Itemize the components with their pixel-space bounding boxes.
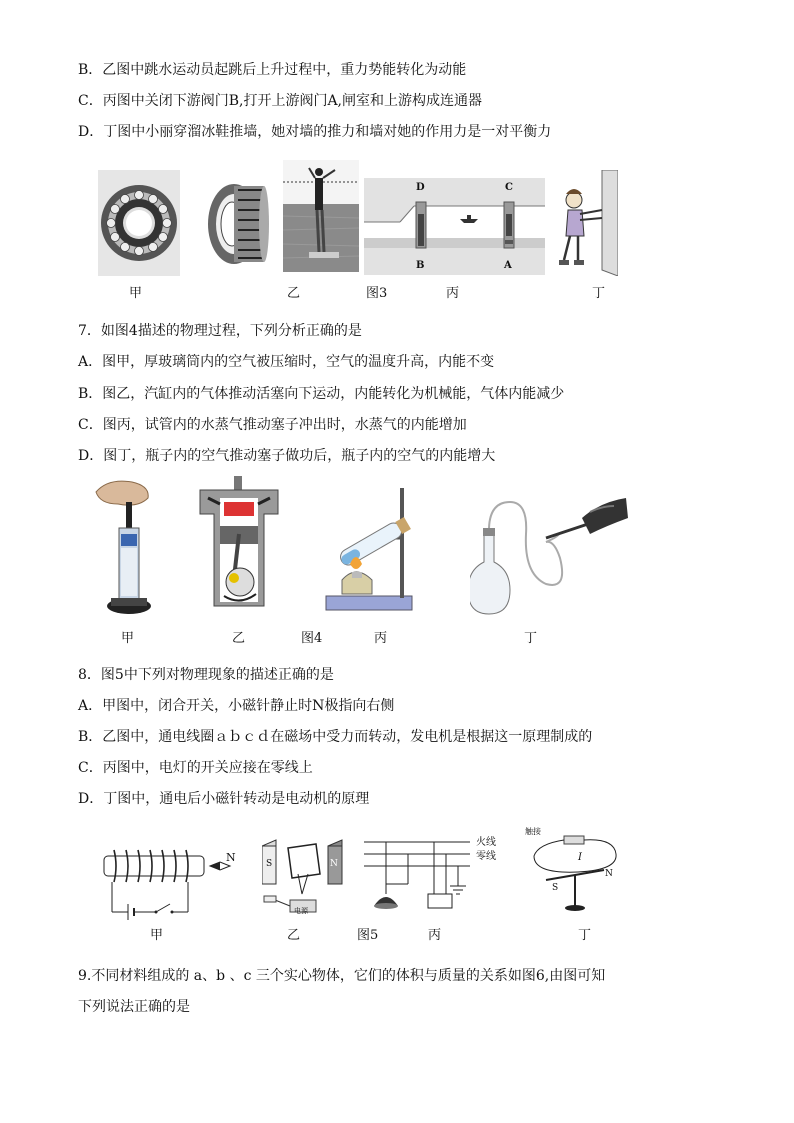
fig4-label-yi: 乙: [232, 631, 246, 646]
engine-cylinder-image: [194, 474, 284, 612]
magnet-s-label: S: [266, 859, 273, 869]
fig5-label-ding: 丁: [578, 928, 592, 943]
glass-cylinder-compression-image: [88, 478, 156, 620]
bearing-front-image: [98, 170, 180, 276]
q8-option-a: A．甲图中，闭合开关，小磁针静止时N极指向右侧: [78, 698, 395, 714]
fig4-label-jia: 甲: [121, 631, 135, 646]
girl-pushing-wall-image: [556, 170, 618, 276]
needle-s-label: S: [552, 883, 559, 893]
fig5-label-bing: 丙: [428, 928, 442, 943]
lock-label-d: D: [416, 182, 425, 193]
neutral-wire-label: 零线: [476, 851, 496, 862]
fig5-label-jia: 甲: [150, 928, 164, 943]
fig5-caption: 图5: [357, 928, 379, 943]
q8-stem: 8．图5中下列对物理现象的描述正确的是: [78, 667, 334, 683]
fig5-label-yi: 乙: [287, 928, 301, 943]
fig3-label-ding: 丁: [592, 286, 606, 301]
q7-option-a: A．图甲，厚玻璃筒内的空气被压缩时，空气的温度升高，内能不变: [78, 354, 495, 370]
q6-option-c: C．丙图中关闭下游阀门B,打开上游阀门A,闸室和上游构成连通器: [78, 93, 483, 109]
needle-n-label: N: [605, 869, 613, 879]
live-wire-label: 火线: [476, 837, 496, 848]
test-tube-heating-image: [320, 480, 418, 616]
fig4-caption: 图4: [301, 631, 323, 646]
q7-option-b: B．图乙，汽缸内的气体推动活塞向下运动，内能转化为机械能，气体内能减少: [78, 386, 565, 402]
lock-label-a: A: [504, 260, 512, 271]
q8-option-c: C．丙图中，电灯的开关应接在零线上: [78, 760, 313, 776]
q7-option-d: D．图丁，瓶子内的空气推动塞子做功后，瓶子内的空气的内能增大: [78, 448, 496, 464]
fig3-label-yi: 乙: [287, 286, 301, 301]
q9-stem-line1: 9.不同材料组成的 a、b 、c 三个实心物体，它们的体积与质量的关系如图6,由图可知: [78, 968, 606, 984]
lock-label-c: C: [505, 182, 513, 193]
lock-label-b: B: [416, 260, 425, 271]
touch-label: 触接: [525, 827, 541, 836]
q7-stem: 7．如图4描述的物理过程，下列分析正确的是: [78, 323, 362, 339]
q8-option-b: B．乙图中，通电线圈ａｂｃｄ在磁场中受力而转动，发电机是根据这一原理制成的: [78, 729, 593, 745]
magnet-n-label: N: [330, 859, 338, 869]
fig4-label-bing: 丙: [374, 631, 388, 646]
bearing-side-image: [204, 180, 270, 268]
fig3-caption: 图3: [366, 286, 388, 301]
ship-lock-image: [364, 178, 545, 275]
q8-option-d: D．丁图中，通电后小磁针转动是电动机的原理: [78, 791, 370, 807]
q9-stem-line2: 下列说法正确的是: [78, 999, 190, 1015]
diver-image: [283, 160, 359, 272]
current-label: I: [578, 852, 582, 863]
fig3-label-bing: 丙: [446, 286, 460, 301]
fig3-label-jia: 甲: [129, 286, 143, 301]
flask-pump-image: [470, 494, 630, 618]
q6-option-d: D．丁图中小丽穿溜冰鞋推墙，她对墙的推力和墙对她的作用力是一对平衡力: [78, 124, 552, 140]
q7-option-c: C．图丙，试管内的水蒸气推动塞子冲出时，水蒸气的内能增加: [78, 417, 467, 433]
household-wiring-diagram: [364, 836, 476, 916]
compass-n-label: N: [226, 851, 236, 864]
fig4-label-ding: 丁: [524, 631, 538, 646]
q6-option-b: B．乙图中跳水运动员起跳后上升过程中，重力势能转化为动能: [78, 62, 467, 78]
battery-label: 电源: [294, 907, 308, 915]
